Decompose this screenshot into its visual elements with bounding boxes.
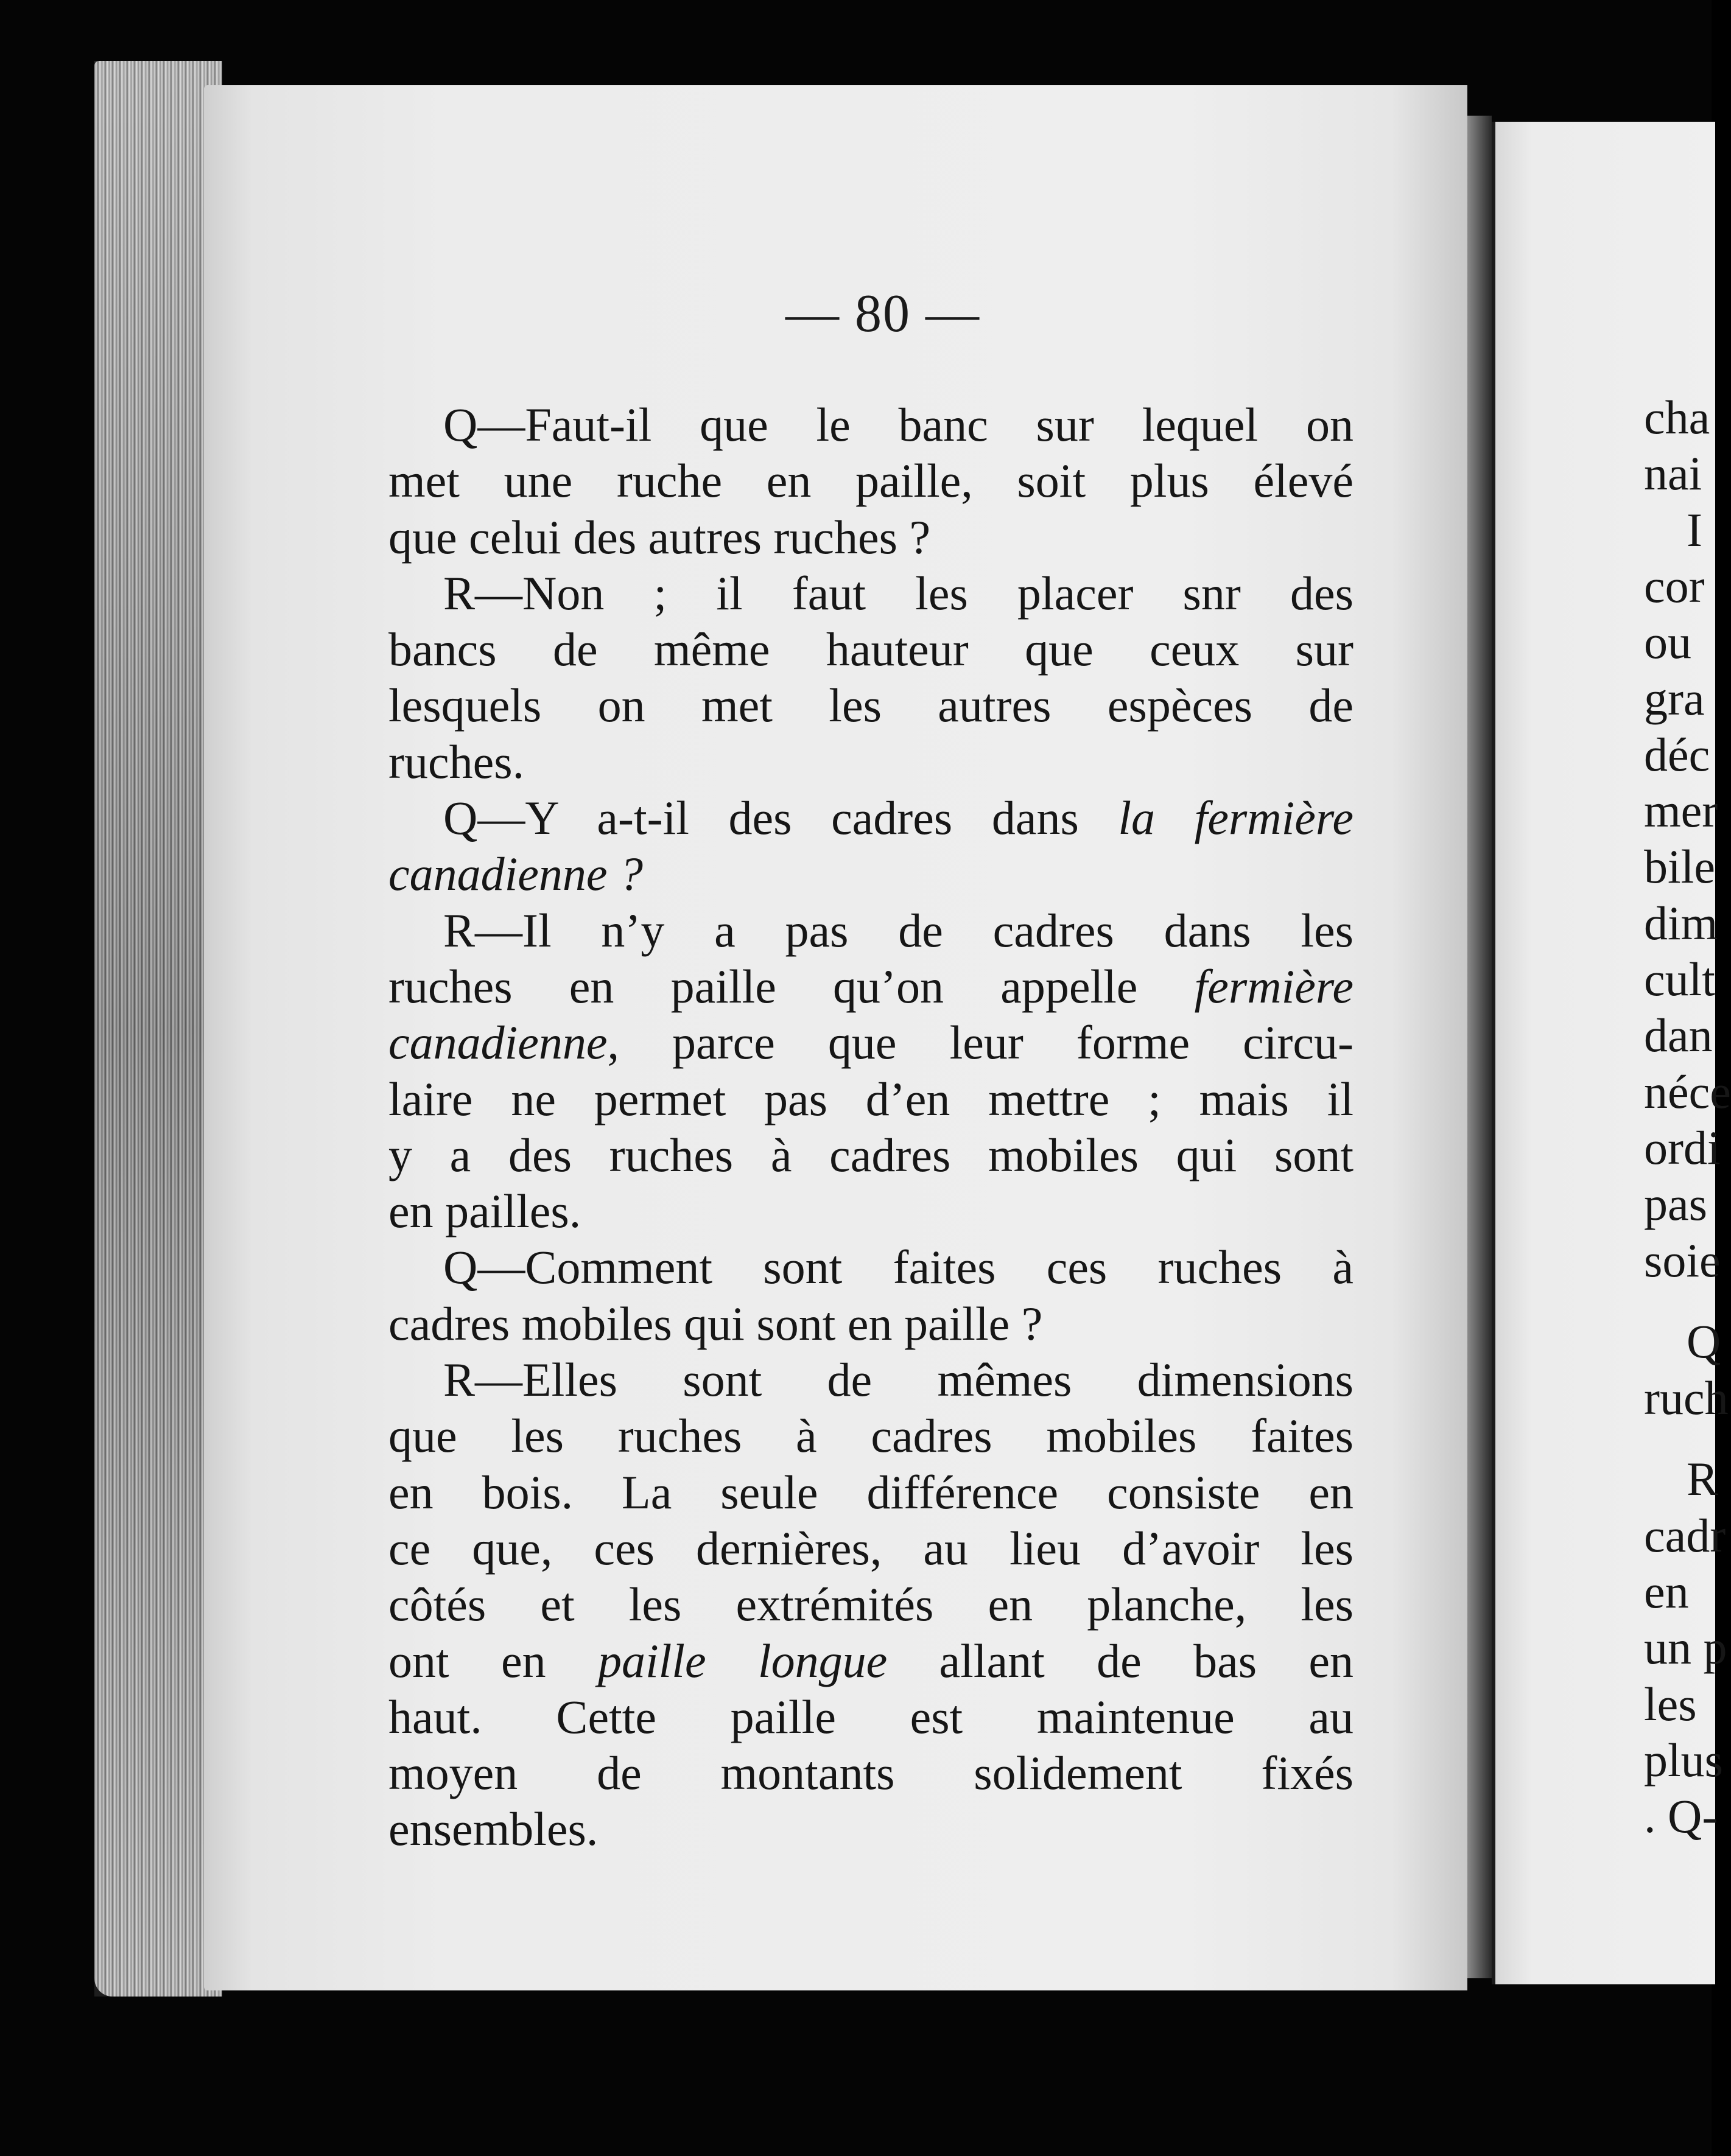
text-line: R—Non ; il faut les placer snr des (443, 566, 1354, 620)
right-page-fragment: les (1644, 1677, 1697, 1731)
right-page-fragment: déc (1644, 727, 1710, 781)
text-line: que celui des autres ruches ? (388, 510, 931, 564)
right-page-fragment: bile (1644, 840, 1715, 894)
text-line: en pailles. (388, 1185, 581, 1238)
italic-text: canadienne ? (388, 847, 644, 901)
right-page-text-fragments (1644, 390, 1731, 1850)
italic-text: canadienne (388, 1016, 608, 1069)
text-line (388, 790, 1354, 846)
text-line: ensembles. (388, 1802, 599, 1856)
text-line: R—Il n’y a pas de cadres dans les (443, 903, 1354, 957)
text-line (388, 846, 1354, 902)
right-page-fragment: cadr (1644, 1508, 1726, 1562)
text-segment: ont en (388, 1634, 598, 1687)
right-page-fragment: . Q- (1644, 1790, 1718, 1843)
right-page-fragment: cha (1644, 391, 1710, 444)
right-page-fragment: pas (1644, 1177, 1707, 1231)
text-line: R—Elles sont de mêmes dimensions (443, 1353, 1354, 1407)
right-page-fragment: ruch (1644, 1371, 1729, 1424)
book-gutter (1467, 116, 1492, 1978)
text-segment: Q—Y a-t-il des cadres dans (443, 791, 1118, 845)
text-line: met une ruche en paille, soit plus élevé (388, 454, 1354, 508)
right-page-fragment: néce (1644, 1065, 1731, 1118)
text-line: Q—Comment sont faites ces ruches à (443, 1241, 1354, 1294)
right-page-fragment: cult (1644, 953, 1715, 1006)
right-page-fragment: mer (1644, 784, 1718, 838)
page-number: — 80 — (785, 284, 980, 343)
text-line: en bois. La seule différence consiste en (388, 1465, 1354, 1519)
right-page-fragment: ou (1644, 615, 1691, 669)
text-line: côtés et les extrémités en planche, les (388, 1578, 1354, 1631)
right-page-fragment: R (1687, 1452, 1719, 1506)
text-line: moyen de montants solidement fixés (388, 1746, 1354, 1800)
book-page-edges (94, 61, 222, 1997)
text-segment: ruches en paille qu’on appelle (388, 959, 1195, 1013)
text-line: y a des ruches à cadres mobiles qui sont (388, 1128, 1354, 1181)
text-line (388, 1633, 1354, 1689)
right-page-fragment: en (1644, 1565, 1689, 1619)
text-line: ce que, ces dernières, au lieu d’avoir les (388, 1521, 1354, 1575)
right-page-fragment: ordi (1644, 1121, 1721, 1174)
text-line: ruches. (388, 735, 525, 788)
right-page-fragment: soie (1644, 1233, 1721, 1287)
right-page-fragment: un p (1644, 1621, 1727, 1675)
text-line: que les ruches à cadres mobiles faites (388, 1409, 1354, 1463)
right-page-fragment: dim (1644, 896, 1718, 950)
italic-text: fermière (1194, 959, 1354, 1013)
right-page-fragment: plus (1644, 1733, 1724, 1787)
text-line: Q—Faut-il que le banc sur lequel on (443, 398, 1354, 451)
left-page-text (388, 397, 1354, 1858)
text-segment: allant de bas en (887, 1634, 1354, 1687)
right-page-fragment: gra (1644, 671, 1705, 725)
text-line (388, 1015, 1354, 1071)
right-page-fragment: cor (1644, 559, 1705, 612)
text-segment: , parce que leur forme circu- (607, 1016, 1354, 1069)
italic-text: la fermière (1118, 791, 1354, 845)
text-line: bancs de même hauteur que ceux sur (388, 623, 1354, 676)
italic-text: paille longue (597, 1634, 888, 1687)
text-line (388, 959, 1354, 1015)
right-page-fragment: dan (1644, 1009, 1713, 1062)
text-line: cadres mobiles qui sont en paille ? (388, 1297, 1043, 1350)
right-page-fragment: nai (1644, 447, 1702, 500)
right-page-fragment: Q (1687, 1315, 1721, 1368)
text-line: laire ne permet pas d’en mettre ; mais il (388, 1072, 1354, 1125)
text-line: lesquels on met les autres espèces de (388, 679, 1354, 732)
text-line: haut. Cette paille est maintenue au (388, 1690, 1354, 1743)
right-page-fragment: I (1687, 503, 1702, 556)
